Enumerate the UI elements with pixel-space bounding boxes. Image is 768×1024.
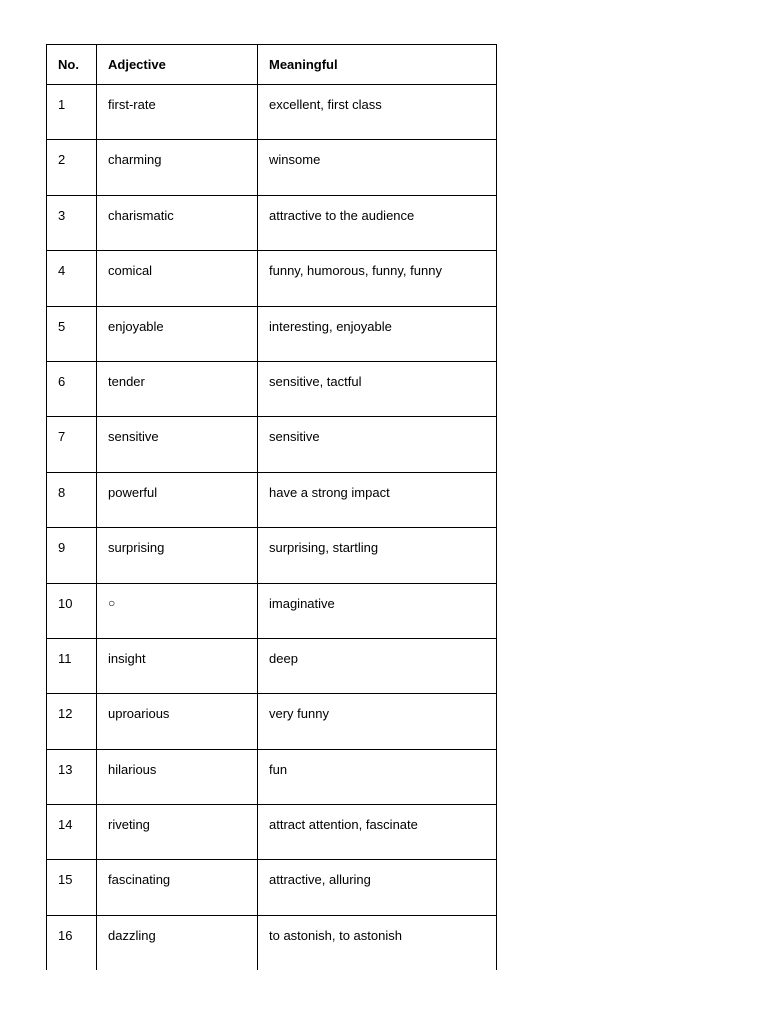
table-row — [47, 417, 497, 472]
table-row — [47, 749, 497, 804]
cell-adjective: insight — [97, 638, 258, 693]
cell-meaning: imaginative — [258, 583, 497, 638]
cell-number: 12 — [47, 694, 97, 749]
cell-number: 5 — [47, 306, 97, 361]
cell-adjective: ○ — [97, 583, 258, 638]
cell-meaning: interesting, enjoyable — [258, 306, 497, 361]
table-row — [47, 860, 497, 915]
cell-meaning: deep — [258, 638, 497, 693]
cell-adjective: hilarious — [97, 749, 258, 804]
cell-adjective: sensitive — [97, 417, 258, 472]
table-row — [47, 195, 497, 250]
table-row — [47, 638, 497, 693]
table-row — [47, 85, 497, 140]
cell-meaning: surprising, startling — [258, 528, 497, 583]
cell-number: 15 — [47, 860, 97, 915]
table-row — [47, 140, 497, 195]
cell-number: 7 — [47, 417, 97, 472]
cell-number: 9 — [47, 528, 97, 583]
table-row — [47, 583, 497, 638]
table-row — [47, 915, 497, 970]
cell-number: 10 — [47, 583, 97, 638]
table-row — [47, 694, 497, 749]
table-row — [47, 306, 497, 361]
cell-adjective: fascinating — [97, 860, 258, 915]
table-row — [47, 361, 497, 416]
cell-number: 16 — [47, 915, 97, 970]
cell-meaning: funny, humorous, funny, funny — [258, 251, 497, 306]
table-row — [47, 805, 497, 860]
cell-meaning: attractive to the audience — [258, 195, 497, 250]
cell-meaning: very funny — [258, 694, 497, 749]
cell-adjective: charismatic — [97, 195, 258, 250]
cell-adjective: uproarious — [97, 694, 258, 749]
cell-adjective: enjoyable — [97, 306, 258, 361]
table-body — [47, 85, 497, 971]
table-row — [47, 528, 497, 583]
cell-adjective: charming — [97, 140, 258, 195]
cell-adjective: first-rate — [97, 85, 258, 140]
cell-number: 13 — [47, 749, 97, 804]
cell-meaning: winsome — [258, 140, 497, 195]
cell-meaning: attractive, alluring — [258, 860, 497, 915]
cell-number: 4 — [47, 251, 97, 306]
header-no: No. — [47, 45, 97, 85]
table-row — [47, 472, 497, 527]
cell-adjective: comical — [97, 251, 258, 306]
cell-number: 8 — [47, 472, 97, 527]
cell-meaning: excellent, first class — [258, 85, 497, 140]
cell-adjective: dazzling — [97, 915, 258, 970]
cell-meaning: to astonish, to astonish — [258, 915, 497, 970]
cell-adjective: tender — [97, 361, 258, 416]
table-row — [47, 251, 497, 306]
cell-number: 6 — [47, 361, 97, 416]
cell-meaning: attract attention, fascinate — [258, 805, 497, 860]
cell-meaning: have a strong impact — [258, 472, 497, 527]
cell-number: 11 — [47, 638, 97, 693]
cell-adjective: powerful — [97, 472, 258, 527]
table-header-row — [47, 45, 497, 85]
cell-number: 1 — [47, 85, 97, 140]
cell-number: 14 — [47, 805, 97, 860]
cell-adjective: riveting — [97, 805, 258, 860]
cell-number: 2 — [47, 140, 97, 195]
cell-adjective: surprising — [97, 528, 258, 583]
cell-meaning: sensitive — [258, 417, 497, 472]
header-adjective: Adjective — [97, 45, 258, 85]
cell-meaning: sensitive, tactful — [258, 361, 497, 416]
cell-number: 3 — [47, 195, 97, 250]
vocabulary-table — [46, 44, 497, 970]
cell-meaning: fun — [258, 749, 497, 804]
header-meaning: Meaningful — [258, 45, 497, 85]
